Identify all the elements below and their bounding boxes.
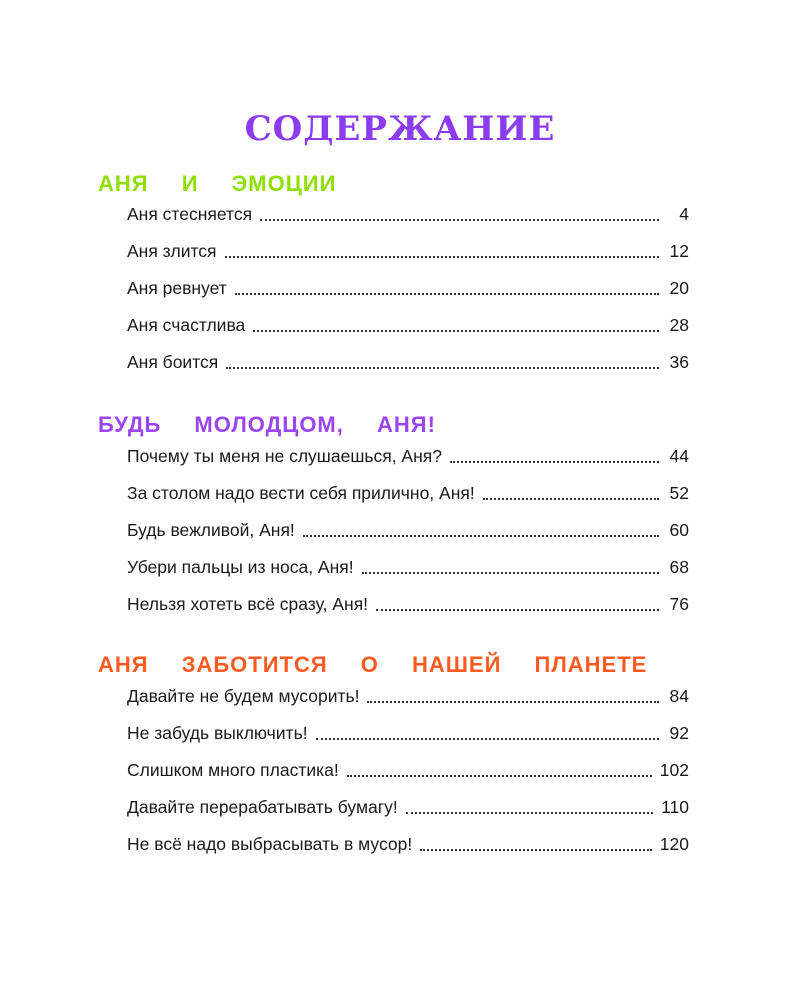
section-entries-emotions <box>127 204 689 389</box>
dot-leader <box>420 848 652 851</box>
section-heading-good-behavior: БУДЬ МОЛОДЦОМ, АНЯ! <box>98 412 436 437</box>
entry-page-number: 84 <box>669 686 689 706</box>
page-title: СОДЕРЖАНИЕ <box>244 108 556 149</box>
toc-entry[interactable] <box>127 834 689 871</box>
dot-leader <box>406 811 653 814</box>
entry-page-number: 52 <box>669 483 689 503</box>
entry-page-number: 12 <box>669 241 689 261</box>
toc-entry[interactable] <box>127 686 689 723</box>
entry-page-number: 92 <box>669 723 689 743</box>
toc-entry[interactable] <box>127 352 689 389</box>
entry-page-number: 76 <box>669 594 689 614</box>
toc-entry[interactable] <box>127 446 689 483</box>
section-entries-good-behavior <box>127 446 689 631</box>
entry-label: За столом надо вести себя прилично, Аня! <box>127 483 475 503</box>
dot-leader <box>367 700 659 703</box>
entry-page-number: 110 <box>661 797 689 817</box>
entry-label: Почему ты меня не слушаешься, Аня? <box>127 446 442 466</box>
dot-leader <box>362 571 659 574</box>
toc-entry[interactable] <box>127 520 689 557</box>
entry-label: Давайте не будем мусорить! <box>127 686 360 706</box>
entry-page-number: 102 <box>659 760 689 780</box>
dot-leader <box>450 460 659 463</box>
toc-entry[interactable] <box>127 278 689 315</box>
entry-label: Не всё надо выбрасывать в мусор! <box>127 834 413 854</box>
section-heading-emotions: АНЯ И ЭМОЦИИ <box>98 171 337 196</box>
toc-entry[interactable] <box>127 315 689 352</box>
entry-label: Аня счастлива <box>127 315 246 335</box>
section-entries-planet <box>127 686 689 871</box>
entry-label: Аня злится <box>127 241 217 261</box>
dot-leader <box>253 329 659 332</box>
dot-leader <box>316 737 659 740</box>
entry-label: Убери пальцы из носа, Аня! <box>127 557 354 577</box>
dot-leader <box>376 608 659 611</box>
entry-label: Не забудь выключить! <box>127 723 308 743</box>
toc-entry[interactable] <box>127 557 689 594</box>
entry-page-number: 60 <box>669 520 689 540</box>
toc-entry[interactable] <box>127 760 689 797</box>
toc-entry[interactable] <box>127 241 689 278</box>
dot-leader <box>225 255 659 258</box>
dot-leader <box>347 774 652 777</box>
entry-label: Давайте перерабатывать бумагу! <box>127 797 398 817</box>
entry-label: Аня ревнует <box>127 278 227 298</box>
entry-page-number: 4 <box>679 204 689 224</box>
entry-label: Аня стесняется <box>127 204 253 224</box>
dot-leader <box>260 218 659 221</box>
dot-leader <box>226 366 659 369</box>
toc-entry[interactable] <box>127 723 689 760</box>
entry-page-number: 28 <box>669 315 689 335</box>
dot-leader <box>483 497 659 500</box>
toc-entry[interactable] <box>127 594 689 631</box>
entry-label: Слишком много пластика! <box>127 760 339 780</box>
toc-entry[interactable] <box>127 483 689 520</box>
entry-page-number: 36 <box>669 352 689 372</box>
entry-page-number: 20 <box>669 278 689 298</box>
entry-label: Будь вежливой, Аня! <box>127 520 295 540</box>
dot-leader <box>235 292 659 295</box>
entry-label: Нельзя хотеть всё сразу, Аня! <box>127 594 369 614</box>
entry-page-number: 44 <box>669 446 689 466</box>
section-heading-planet: АНЯ ЗАБОТИТСЯ О НАШЕЙ ПЛАНЕТЕ <box>98 652 648 677</box>
toc-entry[interactable] <box>127 204 689 241</box>
entry-page-number: 120 <box>659 834 689 854</box>
dot-leader <box>303 534 659 537</box>
entry-page-number: 68 <box>669 557 689 577</box>
entry-label: Аня боится <box>127 352 219 372</box>
toc-entry[interactable] <box>127 797 689 834</box>
